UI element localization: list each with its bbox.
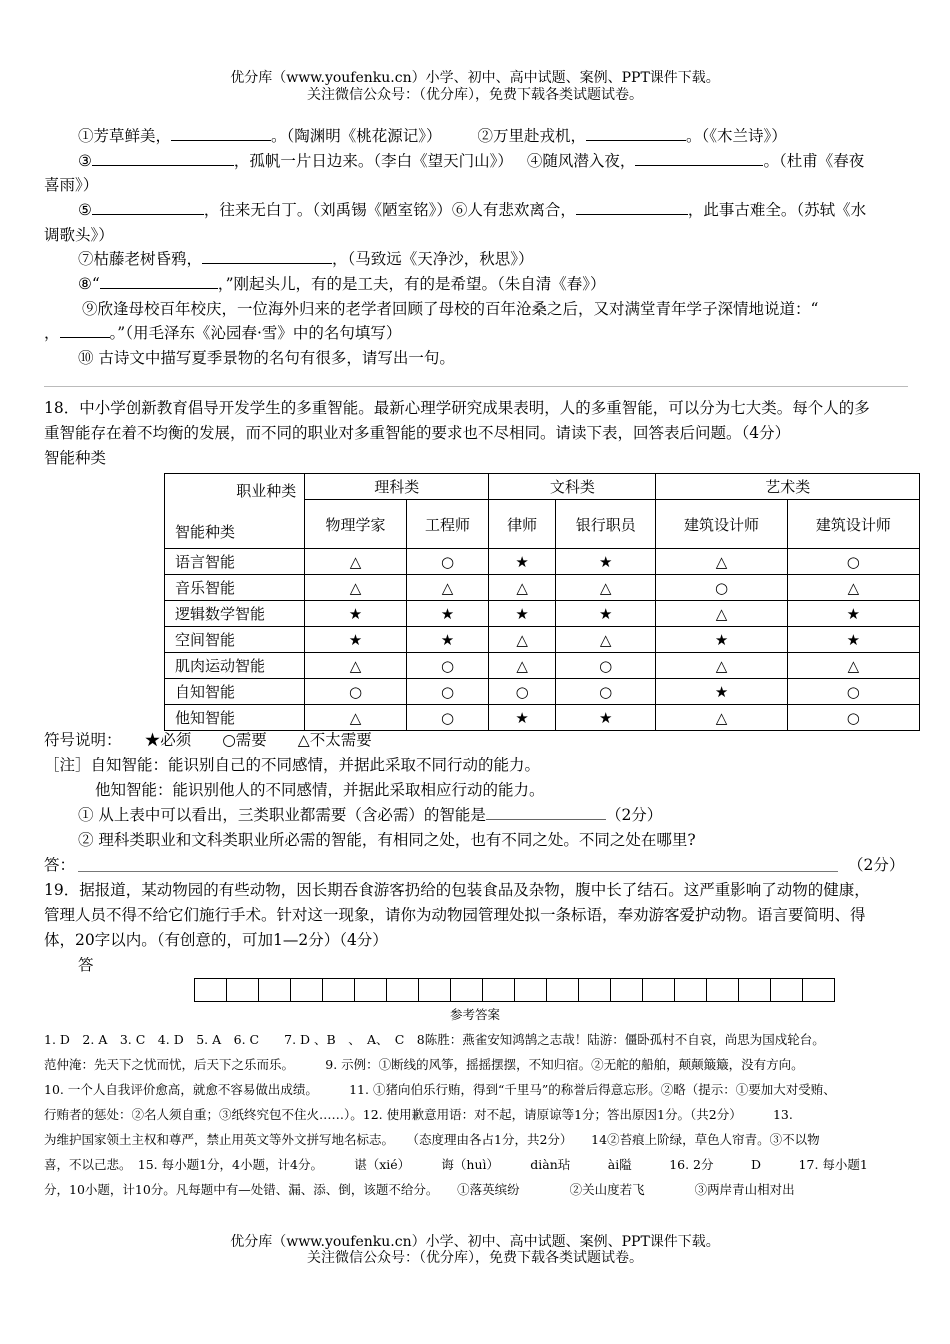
symbol-cell: ○	[787, 549, 919, 575]
symbol-cell: △	[787, 575, 919, 601]
symbol-cell: △	[555, 627, 655, 653]
answer-grid-box[interactable]	[386, 978, 419, 1002]
answer-grid-box[interactable]	[706, 978, 739, 1002]
corner-label-job: 职业种类	[236, 482, 297, 500]
intelligence-name: 空间智能	[165, 627, 305, 653]
job-header: 银行职员	[555, 500, 655, 549]
q17-item-5-start: ⑤	[78, 201, 92, 219]
symbol-cell: △	[406, 575, 489, 601]
q18-table-caption: 智能种类	[44, 449, 107, 467]
q18-sub-1-text: ① 从上表中可以看出，三类职业都需要（含必需）的智能是	[78, 806, 486, 824]
q17-item-1-end: 。（陶渊明《桃花源记》）	[271, 127, 442, 145]
q17-line-4	[78, 200, 866, 220]
answer-grid-box[interactable]	[354, 978, 387, 1002]
q17-item-1-start: ①芳草鲜美，	[78, 127, 172, 145]
symbol-cell: ○	[555, 679, 655, 705]
answer-grid-box[interactable]	[738, 978, 771, 1002]
intelligence-name: 他知智能	[165, 705, 305, 731]
symbol-cell: △	[555, 575, 655, 601]
answers-line-7: 分，10小题，计10分。凡每题中有—处错、漏、添、倒，该题不给分。 ①落英缤纷 ②关山度若飞 ③两岸青山相对出	[44, 1182, 795, 1197]
symbol-cell: △	[305, 705, 406, 731]
answer-grid-box[interactable]	[514, 978, 547, 1002]
intelligence-row	[165, 549, 920, 575]
blank-7[interactable]	[202, 249, 332, 264]
blank-8[interactable]	[100, 274, 218, 289]
blank-1[interactable]	[171, 126, 271, 141]
intelligence-rows	[165, 549, 920, 731]
job-header: 建筑设计师	[656, 500, 787, 549]
symbol-cell: ★	[406, 601, 489, 627]
q17-item-4-start: ④随风潜入夜，	[526, 152, 636, 170]
q17-line-2	[78, 151, 864, 171]
q17-item-8-start: ⑧“	[78, 275, 100, 293]
q17-item-2-end: 。（《木兰诗》）	[686, 127, 787, 145]
q17-line-10: ⑩ 古诗文中描写夏季景物的名句有很多，请写出一句。	[78, 349, 455, 367]
symbol-cell: △	[787, 653, 919, 679]
intelligence-row	[165, 705, 920, 731]
q18-answer-line[interactable]	[78, 871, 838, 872]
answer-grid-box[interactable]	[226, 978, 259, 1002]
symbol-cell: △	[656, 653, 787, 679]
q17-line-5: 调歌头》）	[44, 226, 114, 244]
answer-grid-box[interactable]	[482, 978, 515, 1002]
q18-answer-points: （2分）	[848, 856, 905, 874]
q18-answer-label: 答：	[44, 856, 76, 874]
q18-sub-1-points: （2分）	[605, 806, 663, 824]
symbol-cell: △	[656, 549, 787, 575]
symbol-cell: ★	[555, 705, 655, 731]
symbol-cell: △	[305, 653, 406, 679]
q19-line-3: 体，20字以内。（有创意的，可加1—2分）（4分）	[44, 931, 388, 949]
blank-9[interactable]	[60, 323, 110, 338]
q19-line-1: 19．据报道，某动物园的有些动物，因长期吞食游客扔给的包装食品及杂物，腹中长了结石。这严重影响了动物的健康，	[44, 881, 870, 899]
symbol-legend: 符号说明： ★必须 ○需要 △不太需要	[44, 731, 372, 749]
table-corner-cell	[165, 474, 305, 549]
answer-grid-box[interactable]	[258, 978, 291, 1002]
answer-grid-box[interactable]	[546, 978, 579, 1002]
q17-item-2-start: ②万里赴戎机，	[477, 127, 587, 145]
answers-line-4: 行贿者的惩处：②名人须自重；③纸终究包不住火……）。12. 使用歉意用语：对不起，请原谅等1分；答出原因1分。（共2分） 13.	[44, 1107, 793, 1122]
q17-item-9-start: ，	[44, 324, 60, 342]
q17-item-8-end: ，”刚起头儿，有的是工夫，有的是希望。（朱自清《春》）	[217, 275, 606, 293]
intelligence-row	[165, 627, 920, 653]
answer-grid-box[interactable]	[770, 978, 803, 1002]
header-line-1: 优分库（www.youfenku.cn）小学、初中、高中试题、案例、PPT课件下载。	[230, 70, 720, 86]
blank-5[interactable]	[92, 200, 204, 215]
q17-line-6	[78, 249, 534, 269]
answer-grid-box[interactable]	[322, 978, 355, 1002]
answers-line-2: 范仲淹：先天下之忧而忧，后天下之乐而乐。 9. 示例：①断线的风筝，摇摇摆摆，不知归宿。②无舵的船舶，颠颠簸簸，没有方向。	[44, 1057, 804, 1072]
symbol-cell: △	[305, 575, 406, 601]
symbol-cell: ★	[489, 601, 556, 627]
q18-line-2: 重智能存在着不均衡的发展，而不同的职业对多重智能的要求也不尽相同。请读下表，回答表后问题。（4分）	[44, 424, 791, 442]
q19-answer-label: 答	[78, 956, 94, 974]
answer-grid-box[interactable]	[578, 978, 611, 1002]
symbol-cell: ★	[305, 627, 406, 653]
blank-4[interactable]	[635, 151, 763, 166]
q17-item-9-end: 。”（用毛泽东《沁园春·雪》中的名句填写）	[109, 324, 402, 342]
blank-2[interactable]	[586, 126, 686, 141]
symbol-cell: ○	[406, 549, 489, 575]
answer-grid-box[interactable]	[450, 978, 483, 1002]
symbol-cell: ○	[305, 679, 406, 705]
symbol-cell: ★	[489, 549, 556, 575]
q17-item-4-end: 。（杜甫《春夜	[763, 152, 865, 170]
symbol-cell: ★	[406, 627, 489, 653]
intelligence-name: 逻辑数学智能	[165, 601, 305, 627]
q17-item-7-end: ，（马致远《天净沙，秋思》）	[332, 250, 534, 268]
symbol-cell: ○	[787, 679, 919, 705]
group-header-arts: 文科类	[489, 474, 656, 500]
q17-line-9	[44, 323, 401, 343]
symbol-cell: ○	[489, 679, 556, 705]
note-2: 他知智能：能识别他人的不同感情，并据此采取相应行动的能力。	[95, 781, 545, 799]
intelligence-row	[165, 679, 920, 705]
intelligence-row	[165, 575, 920, 601]
q17-line-1	[78, 126, 787, 146]
symbol-cell: ★	[656, 679, 787, 705]
intelligence-table	[164, 473, 920, 731]
intelligence-name: 语言智能	[165, 549, 305, 575]
intelligence-row	[165, 601, 920, 627]
q17-line-8: ⑨欣逢母校百年校庆，一位海外归来的老学者回顾了母校的百年沧桑之后，又对满堂青年学子深情地说道：“	[82, 300, 819, 318]
q18-sub-1	[78, 805, 662, 825]
symbol-cell: ★	[555, 549, 655, 575]
q17-line-7	[78, 274, 606, 294]
job-header: 工程师	[406, 500, 489, 549]
job-header: 律师	[489, 500, 556, 549]
q17-item-6-end: ，此事古难全。（苏轼《水	[687, 201, 867, 219]
blank-6[interactable]	[576, 200, 688, 215]
answer-grid-box[interactable]	[642, 978, 675, 1002]
symbol-cell: ○	[555, 653, 655, 679]
symbol-cell: △	[305, 549, 406, 575]
answer-grid-box[interactable]	[418, 978, 451, 1002]
intelligence-name: 肌肉运动智能	[165, 653, 305, 679]
symbol-cell: ★	[787, 601, 919, 627]
blank-3[interactable]	[92, 151, 234, 166]
symbol-cell: ★	[305, 601, 406, 627]
answers-title: 参考答案	[449, 1007, 500, 1022]
corner-label-intel: 智能种类	[175, 523, 236, 541]
symbol-cell: △	[489, 653, 556, 679]
section-divider	[44, 386, 908, 387]
job-header: 物理学家	[305, 500, 406, 549]
q17-item-3-end: ，孤帆一片日边来。（李白《望天门山》）	[233, 152, 513, 170]
symbol-cell: △	[489, 627, 556, 653]
note-1: ［注］自知智能：能识别自己的不同感情，并据此采取不同行动的能力。	[44, 756, 541, 774]
answer-grid-box[interactable]	[802, 978, 835, 1002]
symbol-cell: ○	[656, 575, 787, 601]
symbol-cell: △	[656, 705, 787, 731]
symbol-cell: ○	[787, 705, 919, 731]
answers-line-1: 1. D 2. A 3. C 4. D 5. A 6. C 7. D 、B 、 A、 C 8陈胜：燕雀安知鸿鹄之志哉！陆游：僵卧孤村不自哀，尚思为国戍轮台。	[44, 1032, 825, 1047]
intelligence-name: 自知智能	[165, 679, 305, 705]
symbol-cell: ★	[656, 627, 787, 653]
answer-grid-box[interactable]	[674, 978, 707, 1002]
intelligence-row	[165, 653, 920, 679]
q17-item-7-start: ⑦枯藤老树昏鸦，	[78, 250, 203, 268]
group-header-science: 理科类	[305, 474, 489, 500]
symbol-cell: ○	[406, 679, 489, 705]
symbol-cell: ★	[489, 705, 556, 731]
answer-grid-box[interactable]	[290, 978, 323, 1002]
header-line-2: 关注微信公众号：（优分库），免费下载各类试题试卷。	[307, 87, 643, 103]
q17-item-3-start: ③	[78, 152, 92, 170]
q17-item-5-end: ，往来无白丁。（刘禹锡《陋室铭》）⑥人有悲欢离合，	[203, 201, 576, 219]
symbol-cell: ★	[555, 601, 655, 627]
blank-sub-1[interactable]	[486, 805, 606, 820]
q19-line-2: 管理人员不得不给它们施行手术。针对这一现象，请你为动物园管理处拟一条标语，奉劝游客爱护动物。语言要简明、得	[44, 906, 866, 924]
answers-line-5: 为维护国家领土主权和尊严，禁止用英文等外文拼写地名标志。 （态度理由各占1分，共2分） 14②苔痕上阶绿，草色人帘青。③不以物	[44, 1132, 820, 1147]
symbol-cell: ★	[787, 627, 919, 653]
answers-line-3: 10. 一个人自我评价愈高，就愈不容易做出成绩。 11. ①猪向伯乐行贿，得到“千里马”的称誉后得意忘形。②略（提示：①要加大对受贿、	[44, 1082, 836, 1097]
answers-line-6: 喜，不以己悲。 15. 每小题1分，4小题，计4分。 谌（xié） 诲（huì） diàn玷 ài隘 16. 2分 D 17. 每小题1	[44, 1157, 868, 1172]
symbol-cell: △	[489, 575, 556, 601]
q17-line-3: 喜雨》）	[44, 176, 99, 194]
symbol-cell: ○	[406, 705, 489, 731]
symbol-cell: △	[656, 601, 787, 627]
answer-grid-box[interactable]	[194, 978, 227, 1002]
q18-sub-2: ② 理科类职业和文科类职业所必需的智能，有相同之处，也有不同之处。不同之处在哪里?	[78, 831, 696, 849]
footer-line-2: 关注微信公众号：（优分库），免费下载各类试题试卷。	[307, 1250, 643, 1266]
answer-grid[interactable]	[194, 978, 834, 1002]
intelligence-name: 音乐智能	[165, 575, 305, 601]
q18-line-1: 18．中小学创新教育倡导开发学生的多重智能。最新心理学研究成果表明，人的多重智能，可以分为七大类。每个人的多	[44, 399, 870, 417]
symbol-cell: ○	[406, 653, 489, 679]
job-header: 建筑设计师	[787, 500, 919, 549]
footer-line-1: 优分库（www.youfenku.cn）小学、初中、高中试题、案例、PPT课件下载。	[230, 1234, 720, 1250]
group-header-art: 艺术类	[656, 474, 920, 500]
answer-grid-box[interactable]	[610, 978, 643, 1002]
